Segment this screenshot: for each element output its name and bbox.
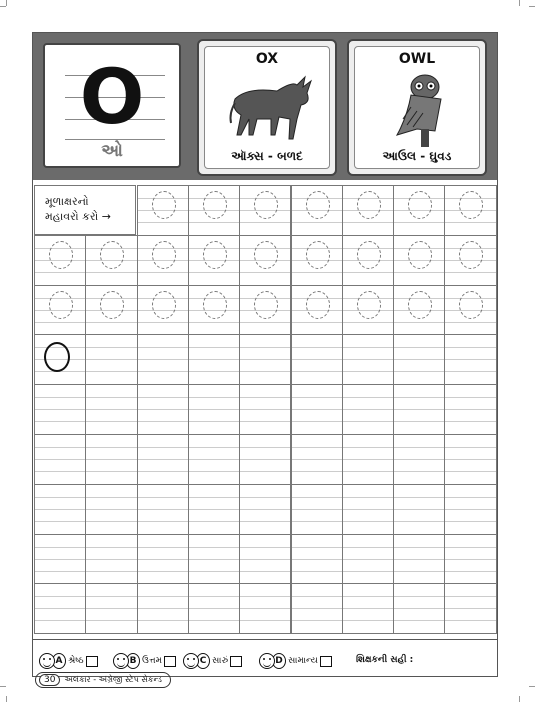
dotted-o-guide: [49, 241, 73, 269]
worksheet: [32, 32, 498, 677]
tracing-cell[interactable]: [239, 484, 291, 535]
grade-option: [259, 652, 332, 670]
grade-label: ઉત્તમ: [142, 656, 163, 666]
tracing-cell[interactable]: [85, 583, 137, 634]
dotted-o-guide: [203, 191, 227, 219]
header-panel: [33, 33, 497, 180]
teacher-signature-label: શિક્ષકની સહી :: [356, 655, 414, 665]
tracing-cell[interactable]: [444, 334, 496, 385]
tracing-cell[interactable]: [188, 185, 240, 236]
tracing-cell[interactable]: [291, 484, 343, 535]
tracing-cell[interactable]: [239, 235, 291, 286]
tracing-cell[interactable]: [137, 185, 189, 236]
grade-checkbox[interactable]: [86, 656, 98, 667]
page-footer: [35, 672, 171, 688]
tracing-cell[interactable]: [85, 484, 137, 535]
tracing-cell[interactable]: [393, 185, 445, 236]
grade-label: શ્રેષ્ઠ: [68, 656, 84, 666]
tracing-cell[interactable]: [137, 235, 189, 286]
grade-checkbox[interactable]: [164, 656, 176, 667]
letter-card: [43, 43, 181, 168]
dotted-o-guide: [254, 241, 278, 269]
smiley-icon: [259, 653, 275, 669]
tracing-cell[interactable]: [393, 434, 445, 485]
tracing-cell[interactable]: [85, 285, 137, 336]
tracing-cell[interactable]: [342, 285, 394, 336]
dotted-o-guide: [254, 291, 278, 319]
owl-card: [347, 39, 487, 176]
tracing-cell[interactable]: [291, 185, 343, 236]
tracing-cell[interactable]: [34, 235, 86, 286]
tracing-cell[interactable]: [239, 334, 291, 385]
tracing-cell[interactable]: [137, 434, 189, 485]
tracing-cell[interactable]: [239, 285, 291, 336]
tracing-cell[interactable]: [34, 334, 86, 385]
gujarati-letter: ઓ: [101, 141, 123, 161]
grade-letter: C: [196, 653, 210, 669]
tracing-cell[interactable]: [342, 434, 394, 485]
tracing-cell[interactable]: [393, 583, 445, 634]
grade-letter: A: [52, 653, 66, 669]
tracing-cell[interactable]: [291, 434, 343, 485]
grade-footer: [33, 639, 497, 676]
dotted-o-guide: [203, 241, 227, 269]
tracing-cell[interactable]: [342, 334, 394, 385]
tracing-cell[interactable]: [188, 334, 240, 385]
tracing-cell[interactable]: [393, 384, 445, 435]
dotted-o-guide: [254, 191, 278, 219]
tracing-cell[interactable]: [137, 484, 189, 535]
tracing-cell[interactable]: [444, 384, 496, 435]
smiley-icon: [113, 653, 129, 669]
tracing-cell[interactable]: [85, 334, 137, 385]
dotted-o-guide: [408, 291, 432, 319]
tracing-cell[interactable]: [342, 484, 394, 535]
tracing-cell[interactable]: [188, 434, 240, 485]
tracing-cell[interactable]: [34, 384, 86, 435]
dotted-o-guide: [459, 291, 483, 319]
dotted-o-guide: [459, 191, 483, 219]
tracing-cell[interactable]: [137, 583, 189, 634]
tracing-cell[interactable]: [137, 285, 189, 336]
tracing-cell[interactable]: [188, 583, 240, 634]
dotted-o-guide: [152, 291, 176, 319]
grade-option: [39, 652, 98, 670]
grade-label: સામાન્ય: [288, 656, 318, 666]
tracing-cell[interactable]: [291, 534, 343, 585]
grade-option: [183, 652, 242, 670]
tracing-cell[interactable]: [342, 583, 394, 634]
tracing-cell[interactable]: [393, 484, 445, 535]
dotted-o-guide: [306, 241, 330, 269]
tracing-cell[interactable]: [393, 235, 445, 286]
dotted-o-guide: [152, 241, 176, 269]
dotted-o-guide: [357, 191, 381, 219]
tracing-cell[interactable]: [291, 583, 343, 634]
ox-word: OX: [255, 51, 279, 67]
dotted-o-guide: [49, 291, 73, 319]
dotted-o-guide: [408, 191, 432, 219]
tracing-cell[interactable]: [188, 484, 240, 535]
tracing-cell[interactable]: [291, 334, 343, 385]
tracing-cell[interactable]: [85, 434, 137, 485]
ox-card: [197, 39, 337, 176]
tracing-cell[interactable]: [444, 484, 496, 535]
tracing-cell[interactable]: [444, 285, 496, 336]
owl-word: OWL: [398, 51, 436, 67]
tracing-cell[interactable]: [34, 484, 86, 535]
tracing-cell[interactable]: [239, 434, 291, 485]
dotted-o-guide: [100, 291, 124, 319]
tracing-cell[interactable]: [239, 185, 291, 236]
tracing-cell[interactable]: [85, 384, 137, 435]
grade-option: [113, 652, 176, 670]
tracing-cell[interactable]: [291, 384, 343, 435]
tracing-cell[interactable]: [188, 534, 240, 585]
tracing-cell[interactable]: [444, 534, 496, 585]
tracing-cell[interactable]: [34, 434, 86, 485]
dotted-o-guide: [306, 291, 330, 319]
tracing-cell[interactable]: [444, 185, 496, 236]
dotted-o-guide: [459, 241, 483, 269]
tracing-cell[interactable]: [291, 235, 343, 286]
tracing-cell[interactable]: [239, 534, 291, 585]
tracing-cell[interactable]: [239, 583, 291, 634]
ox-caption: ઑક્સ - બળદ: [231, 149, 303, 163]
practice-label: મૂળાક્ષરનો મહાવરો કરો →: [34, 185, 136, 235]
tracing-cell[interactable]: [393, 285, 445, 336]
tracing-cell[interactable]: [342, 384, 394, 435]
tracing-cell[interactable]: [291, 285, 343, 336]
tracing-cell[interactable]: [34, 583, 86, 634]
grade-letter: D: [272, 653, 286, 669]
model-o: [44, 342, 70, 372]
tracing-cell[interactable]: [137, 384, 189, 435]
book-title: અલંકાર - અંગ્રેજી સ્ટેપ સેકન્ડ: [64, 675, 162, 684]
tracing-cell[interactable]: [85, 534, 137, 585]
tracing-cell[interactable]: [342, 235, 394, 286]
ox-icon: [227, 69, 317, 149]
tracing-cell[interactable]: [34, 285, 86, 336]
tracing-cell[interactable]: [393, 334, 445, 385]
tracing-cell[interactable]: [188, 384, 240, 435]
page-number: 30: [39, 674, 60, 686]
tracing-cell[interactable]: [137, 534, 189, 585]
grade-checkbox[interactable]: [320, 656, 332, 667]
tracing-cell[interactable]: [239, 384, 291, 435]
big-letter: O: [79, 52, 145, 141]
tracing-cell[interactable]: [137, 334, 189, 385]
tracing-cell[interactable]: [342, 534, 394, 585]
tracing-cell[interactable]: [444, 583, 496, 634]
grade-label: સારું: [212, 656, 229, 666]
tracing-cell[interactable]: [188, 235, 240, 286]
dotted-o-guide: [357, 241, 381, 269]
grade-letter: B: [126, 653, 140, 669]
dotted-o-guide: [408, 241, 432, 269]
tracing-cell[interactable]: [188, 285, 240, 336]
owl-caption: આઉલ - ઘુવડ: [382, 149, 452, 163]
dotted-o-guide: [306, 191, 330, 219]
dotted-o-guide: [100, 241, 124, 269]
tracing-cell[interactable]: [444, 434, 496, 485]
dotted-o-guide: [203, 291, 227, 319]
dotted-o-guide: [152, 191, 176, 219]
owl-icon: [377, 69, 467, 149]
dotted-o-guide: [357, 291, 381, 319]
smiley-icon: [183, 653, 199, 669]
grade-checkbox[interactable]: [230, 656, 242, 667]
tracing-cell[interactable]: [342, 185, 394, 236]
smiley-icon: [39, 653, 55, 669]
tracing-cell[interactable]: [85, 235, 137, 286]
tracing-cell[interactable]: [393, 534, 445, 585]
tracing-cell[interactable]: [444, 235, 496, 286]
tracing-cell[interactable]: [34, 534, 86, 585]
